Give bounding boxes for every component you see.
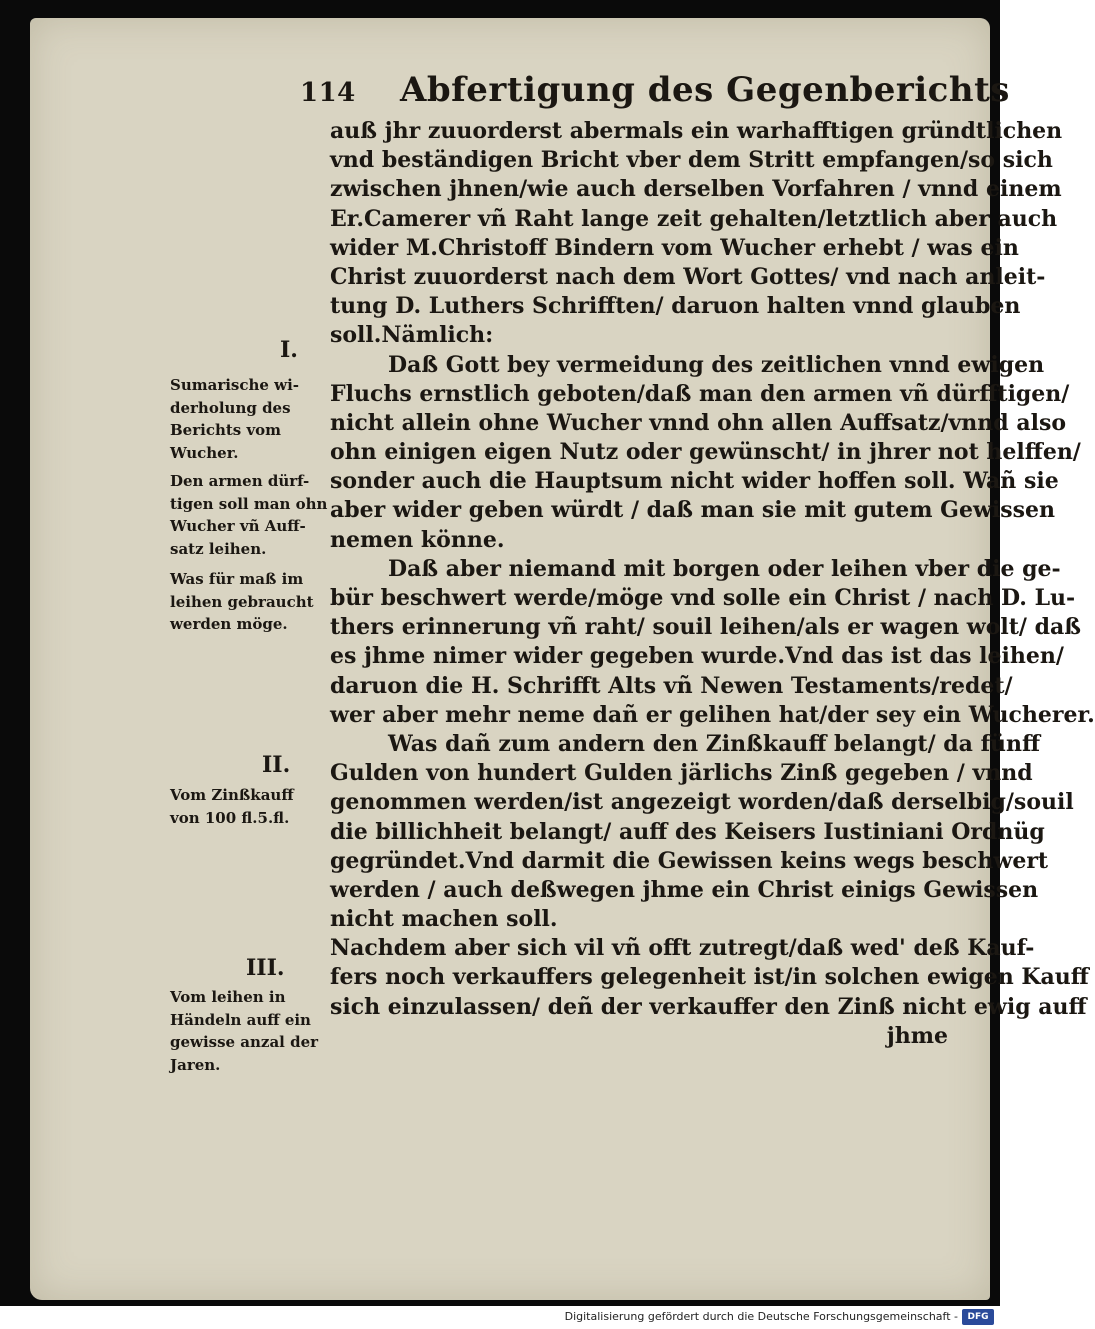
margin-numeral-2: II. [262, 752, 291, 778]
running-head-title: Abfertigung des Gegenberichts [400, 70, 1010, 110]
text-line: thers erinnerung vñ raht/ souil leihen/als er wagen wolt/ daß [330, 614, 1081, 641]
catchword: jhme [886, 1022, 948, 1049]
text-line: sich einzulassen/ deñ der verkauffer den Zinß nicht ewig auff [330, 993, 1087, 1020]
text-line: Nachdem aber sich vil vñ offt zutregt/daß wed' deß Kauf- [330, 935, 1035, 962]
margin-note-summary [170, 374, 320, 464]
text-line: nicht machen soll. [330, 906, 558, 933]
margin-note-line: Sumarische wi- [170, 376, 300, 394]
text-line: nemen könne. [330, 526, 505, 553]
margin-numeral-3: III. [246, 955, 285, 981]
text-line: Christ zuuorderst nach dem Wort Gottes/ vnd nach anleit- [330, 263, 1046, 290]
text-line: Daß aber niemand mit borgen oder leihen vber die ge- [388, 555, 1061, 582]
margin-note-line: gewisse anzal der [170, 1033, 319, 1051]
margin-note-line: werden möge. [170, 615, 288, 633]
margin-note-line: leihen gebraucht [170, 592, 314, 611]
text-line: gegründet.Vnd darmit die Gewissen keins wegs beschwert [330, 847, 1049, 874]
running-head [300, 70, 1010, 118]
text-line: vnd beständigen Bricht vber dem Stritt empfangen/so sich [330, 147, 1053, 174]
margin-note-line: satz leihen. [170, 539, 267, 558]
text-line: soll.Nämlich: [330, 322, 494, 349]
footer-bar [0, 1306, 1000, 1329]
text-line: genommen werden/ist angezeigt worden/daß derselbig/souil [330, 789, 1074, 816]
text-line: sonder auch die Hauptsum nicht wider hoffen soll. Wañ sie [330, 468, 1059, 495]
text-line: Daß Gott bey vermeidung des zeitlichen vnnd ewigen [388, 351, 1045, 378]
text-line: ohn einigen eigen Nutz oder gewünscht/ in jhrer not helffen/ [330, 439, 1081, 466]
text-line: auß jhr zuuorderst abermals ein warhafftigen gründtlichen [330, 118, 1063, 144]
margin-note-lending-poor [170, 470, 328, 560]
margin-note-line: von 100 fl.5.fl. [170, 808, 290, 827]
margin-note-line: Jaren. [170, 1055, 221, 1074]
text-line: tung D. Luthers Schrifften/ daruon halten vnnd glauben [330, 293, 1021, 320]
margin-note-line: derholung des [170, 398, 291, 417]
text-line: daruon die H. Schrifft Alts vñ Newen Testaments/redet/ [330, 672, 1013, 699]
margin-note-trade-lending [170, 986, 320, 1076]
page-number: 114 [300, 78, 356, 108]
margin-note-line: Berichts vom [170, 421, 282, 439]
text-line: es jhme nimer wider gegeben wurde.Vnd das ist das leihen/ [330, 643, 1064, 670]
text-line: Gulden von hundert Gulden järlichs Zinß gegeben / vnnd [330, 760, 1033, 787]
text-line: Fluchs ernstlich geboten/daß man den armen vñ dürfftigen/ [330, 380, 1070, 407]
margin-numeral-1: I. [280, 337, 298, 363]
text-line: wider M.Christoff Bindern vom Wucher erhebt / was ein [330, 234, 1019, 261]
margin-note-line: tigen soll man ohn [170, 494, 328, 513]
dfg-logo: DFG [962, 1309, 994, 1325]
funding-credit: Digitalisierung gefördert durch die Deutsche Forschungsgemeinschaft - [564, 1310, 958, 1323]
margin-note-line: Vom Zinßkauff [170, 786, 294, 804]
margin-note-line: Wucher vñ Auff- [170, 517, 306, 535]
text-line: bür beschwert werde/möge vnd solle ein Christ / nach D. Lu- [330, 585, 1076, 611]
text-line: aber wider geben würdt / daß man sie mit gutem Gewissen [330, 497, 1056, 524]
margin-note-zinskauff [170, 784, 320, 829]
margin-note-measure [170, 568, 320, 636]
text-line: nicht allein ohne Wucher vnnd ohn allen Auffsatz/vnnd also [330, 409, 1067, 436]
text-line: fers noch verkauffers gelegenheit ist/in solchen ewigen Kauff [330, 964, 1089, 991]
margin-note-line: Händeln auff ein [170, 1010, 311, 1029]
margin-note-line: Wucher. [170, 443, 239, 462]
text-line: Was dañ zum andern den Zinßkauff belangt/ da fünff [388, 730, 1041, 757]
text-line: die billichheit belangt/ auff des Keisers Iustiniani Ordnüg [330, 818, 1045, 845]
text-line: Er.Camerer vñ Raht lange zeit gehalten/letztlich aber auch [330, 205, 1058, 232]
margin-note-line: Den armen dürf- [170, 472, 310, 490]
body-text [330, 117, 1095, 1051]
text-line: werden / auch deßwegen jhme ein Christ einigs Gewissen [330, 876, 1039, 903]
margin-note-line: Was für maß im [170, 570, 304, 588]
margin-note-line: Vom leihen in [170, 988, 286, 1006]
text-line: wer aber mehr neme dañ er gelihen hat/der sey ein Wucherer. [330, 701, 1095, 728]
text-line: zwischen jhnen/wie auch derselben Vorfahren / vnnd einem [330, 176, 1062, 203]
